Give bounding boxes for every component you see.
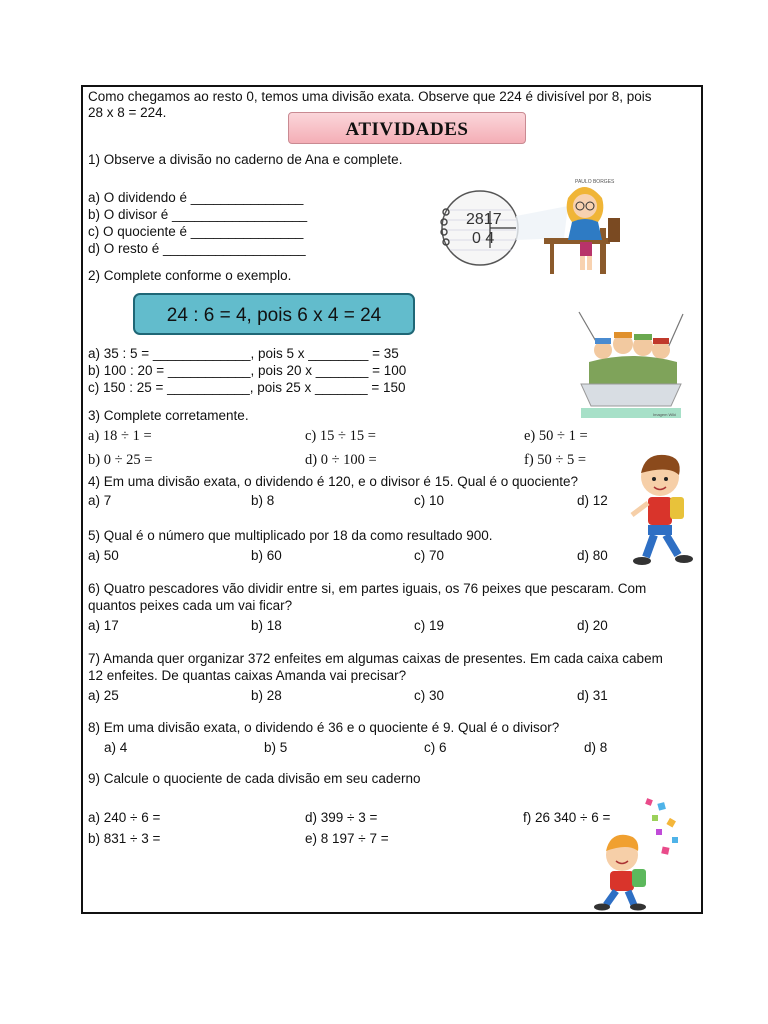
q9-prompt: 9) Calcule o quociente de cada divisão em seu caderno (88, 771, 421, 786)
q6-option-a: a) 17 (88, 618, 119, 633)
q7-option-c: c) 30 (414, 688, 445, 703)
q3-item-c: c) 15 ÷ 15 = (305, 428, 376, 444)
q5-option-d: d) 80 (577, 548, 608, 563)
banner-title: ATIVIDADES (345, 119, 469, 140)
illustration-credit: PAULO BORGES (575, 179, 615, 185)
q9-item-a: a) 240 ÷ 6 = (88, 810, 161, 825)
q7-line-2: 12 enfeites. De quantas caixas Amanda vai precisar? (88, 668, 407, 683)
q1-item-a: a) O dividendo é _______________ (88, 190, 304, 205)
q1-item-c: c) O quociente é _______________ (88, 224, 304, 239)
q6-option-d: d) 20 (577, 618, 608, 633)
q7-line-1: 7) Amanda quer organizar 372 enfeites em algumas caixas de presentes. Em cada caixa cabem (88, 651, 663, 666)
q1-prompt: 1) Observe a divisão no caderno de Ana e complete. (88, 152, 403, 167)
fishermen-illustration (575, 310, 687, 420)
q9-item-e: e) 8 197 ÷ 7 = (305, 831, 389, 846)
q7-option-d: d) 31 (577, 688, 608, 703)
q3-prompt: 3) Complete corretamente. (88, 408, 249, 423)
q2-item-c: c) 150 : 25 = ___________, pois 25 x _______ = 150 (88, 380, 406, 395)
q5-option-a: a) 50 (88, 548, 119, 563)
q3-item-b: b) 0 ÷ 25 = (88, 452, 153, 468)
q2-item-a: a) 35 : 5 = _____________, pois 5 x ________ = 35 (88, 346, 399, 361)
q3-item-f: f) 50 ÷ 5 = (524, 452, 587, 468)
q9-item-b: b) 831 ÷ 3 = (88, 831, 161, 846)
q3-item-a: a) 18 ÷ 1 = (88, 428, 152, 444)
q9-item-f: f) 26 340 ÷ 6 = (523, 810, 611, 825)
q1-item-b: b) O divisor é __________________ (88, 207, 308, 222)
q4-option-b: b) 8 (251, 493, 275, 508)
q8-prompt: 8) Em uma divisão exata, o dividendo é 36 e o quociente é 9. Qual é o divisor? (88, 720, 560, 735)
q4-option-c: c) 10 (414, 493, 445, 508)
q8-option-b: b) 5 (264, 740, 288, 755)
q6-line-1: 6) Quatro pescadores vão dividir entre si, em partes iguais, os 76 peixes que pescaram. Com (88, 581, 647, 596)
activities-banner (288, 112, 526, 144)
q4-prompt: 4) Em uma divisão exata, o dividendo é 120, e o divisor é 15. Qual é o quociente? (88, 474, 579, 489)
q7-option-a: a) 25 (88, 688, 119, 703)
q4-option-a: a) 7 (88, 493, 112, 508)
q3-item-e: e) 50 ÷ 1 = (524, 428, 588, 444)
q4-option-d: d) 12 (577, 493, 608, 508)
q8-option-a: a) 4 (104, 740, 128, 755)
q2-prompt: 2) Complete conforme o exemplo. (88, 268, 292, 283)
fishermen-credit: Imagem Wiki (653, 412, 677, 417)
girl-studying-illustration (440, 176, 630, 280)
example-text: 24 : 6 = 4, pois 6 x 4 = 24 (166, 305, 382, 326)
q6-option-c: c) 19 (414, 618, 445, 633)
q6-line-2: quantos peixes cada um vai ficar? (88, 598, 293, 613)
q5-prompt: 5) Qual é o número que multiplicado por 18 da como resultado 900. (88, 528, 493, 543)
q3-item-d: d) 0 ÷ 100 = (305, 452, 377, 468)
q6-option-b: b) 18 (251, 618, 282, 633)
boy-walking-illustration (624, 453, 696, 571)
q8-option-c: c) 6 (424, 740, 447, 755)
q8-option-d: d) 8 (584, 740, 608, 755)
q5-option-c: c) 70 (414, 548, 445, 563)
q5-option-b: b) 60 (251, 548, 282, 563)
notebook-result: 0 4 (472, 230, 495, 247)
example-box (133, 293, 415, 335)
intro-line-2: 28 x 8 = 224. (88, 105, 167, 120)
intro-line-1: Como chegamos ao resto 0, temos uma divisão exata. Observe que 224 é divisível por 8, pois (88, 89, 652, 104)
notebook-dividend: 2817 (466, 211, 502, 228)
q2-item-b: b) 100 : 20 = ___________, pois 20 x _______ = 100 (88, 363, 407, 378)
q9-item-d: d) 399 ÷ 3 = (305, 810, 378, 825)
boy-with-letters-illustration (592, 797, 688, 911)
q7-option-b: b) 28 (251, 688, 282, 703)
q1-item-d: d) O resto é ___________________ (88, 241, 306, 256)
